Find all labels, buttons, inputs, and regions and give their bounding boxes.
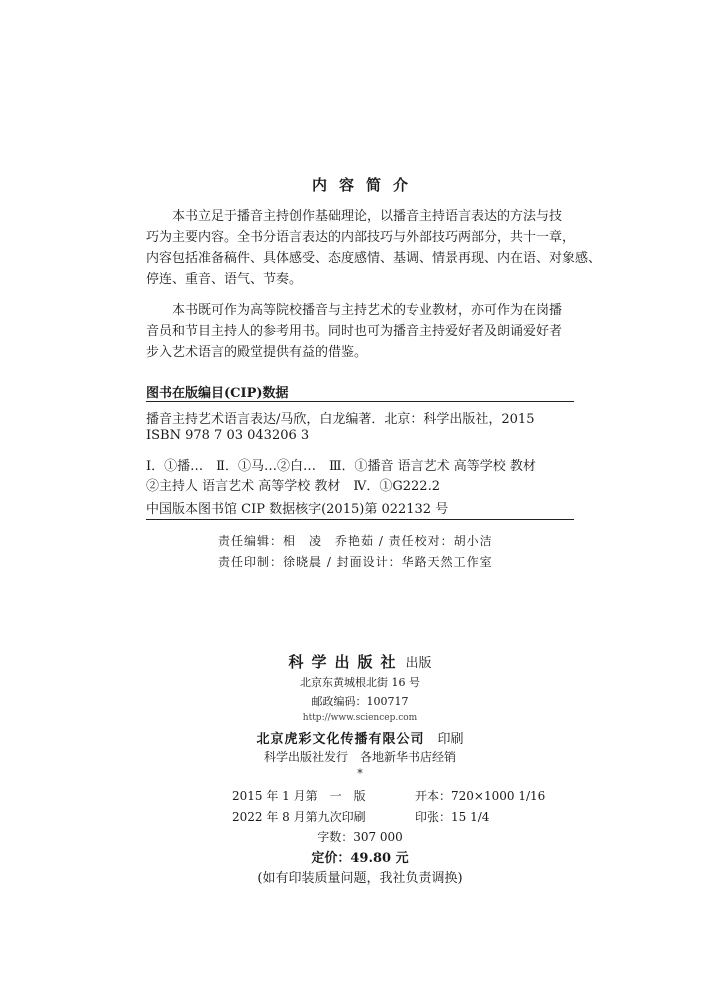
- first-edition-date: 2015 年 1 月第 一 版: [232, 789, 366, 803]
- printer-name: 北京虎彩文化传播有限公司: [256, 732, 425, 747]
- cip-subject-line-2: ②主持人 语言艺术 高等学校 教材 Ⅳ．①G222.2: [146, 479, 440, 494]
- price: 定价：49.80 元: [311, 851, 409, 866]
- summary-p1-line-2: 巧为主要内容。全书分语言表达的内部技巧与外部技巧两部分，共十一章，: [146, 230, 576, 245]
- cip-top-rule: [146, 401, 574, 402]
- cip-bottom-rule: [146, 519, 574, 520]
- printer-line: [0, 728, 720, 747]
- publisher-name: 科学出版社: [288, 653, 404, 671]
- cip-title-line: 播音主持艺术语言表达/马欣，白龙编著．北京：科学出版社，2015: [146, 412, 535, 427]
- editors-line-1: 责任编辑：相 凌 乔艳茹 / 责任校对：胡小洁: [218, 534, 493, 548]
- publisher-line: [0, 651, 720, 672]
- publisher-url: http://www.sciencep.com: [302, 713, 418, 723]
- summary-p2-line-1: 本书既可作为高等院校播音与主持艺术的专业教材，亦可作为在岗播: [172, 303, 563, 318]
- summary-p1-line-4: 停连、重音、语气、节奏。: [146, 272, 303, 287]
- printer-suffix: 印刷: [437, 732, 464, 747]
- summary-p2-line-2: 音员和节目主持人的参考用书。同时也可为播音主持爱好者及朗诵爱好者: [146, 324, 563, 339]
- cip-heading: 图书在版编目(CIP)数据: [146, 386, 289, 401]
- distribution-line: 科学出版社发行 各地新华书店经销: [263, 750, 456, 764]
- summary-paragraph-2: [146, 300, 576, 363]
- cip-record-number: 中国版本图书馆 CIP 数据核字(2015)第 022132 号: [146, 502, 449, 517]
- sheets-info: 印张：15 1/4: [415, 810, 490, 824]
- format-info: 开本：720×1000 1/16: [415, 789, 546, 803]
- word-count: 字数：307 000: [317, 830, 403, 844]
- summary-p1-line-1: 本书立足于播音主持创作基础理论，以播音主持语言表达的方法与技: [172, 209, 563, 224]
- editors-line-2: 责任印制：徐晓晨 / 封面设计：华路天然工作室: [218, 555, 493, 569]
- summary-title: 内容简介: [311, 176, 420, 194]
- separator-star: *: [357, 767, 363, 780]
- summary-paragraph-1: [146, 206, 602, 290]
- publisher-address: 北京东黄城根北街 16 号: [300, 676, 420, 689]
- summary-p2-line-3: 步入艺术语言的殿堂提供有益的借鉴。: [146, 345, 368, 360]
- publisher-suffix: 出版: [405, 656, 432, 671]
- printing-date: 2022 年 8 月第九次印刷: [232, 810, 366, 824]
- cip-isbn-line: ISBN 978 7 03 043206 3: [146, 428, 310, 443]
- publisher-postcode: 邮政编码：100717: [311, 695, 409, 708]
- summary-p1-line-3: 内容包括准备稿件、具体感受、态度感情、基调、情景再现、内在语、对象感、: [146, 251, 602, 266]
- cip-subject-line-1: Ⅰ．①播… Ⅱ．①马…②白… Ⅲ．①播音 语言艺术 高等学校 教材: [146, 459, 536, 474]
- quality-notice: (如有印装质量问题，我社负责调换): [257, 871, 463, 886]
